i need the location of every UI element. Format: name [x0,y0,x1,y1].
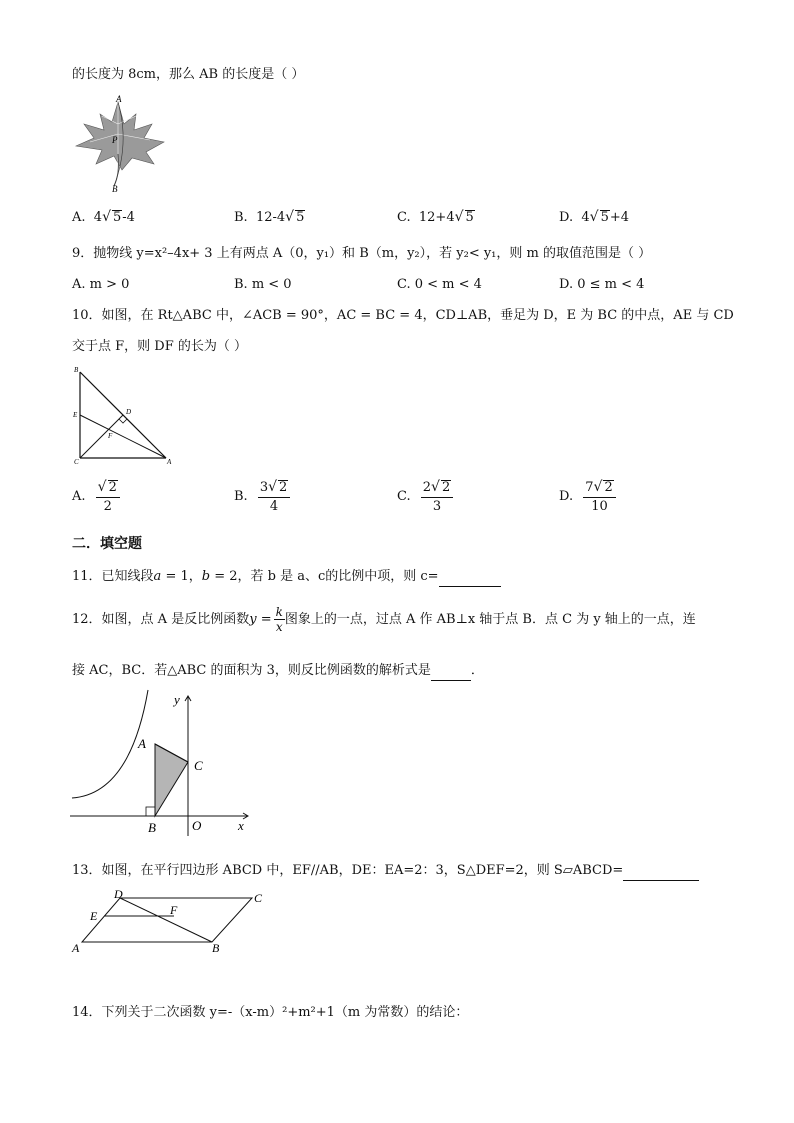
tri-label-a: A [167,458,172,466]
fig12-label-x: x [238,818,244,833]
tri-label-b: B [74,366,79,374]
fig13-label-e: E [90,909,98,923]
q8-option-a[interactable]: A. 4√ 5-4 [72,209,135,225]
fig12-label-b: B [148,820,156,835]
q8-stem-tail: 的长度为 8cm，那么 AB 的长度是（ ） [72,67,305,82]
tri-label-d: D [126,408,132,416]
q12-answer-blank[interactable] [431,662,471,681]
q13-stem: 13．如图，在平行四边形 ABCD 中，EF//AB，DE：EA=2：3，S△DEF=2，则 S▱ABCD= [72,862,699,881]
leaf-label-a: A [116,94,122,104]
q11-answer-blank[interactable] [439,568,501,587]
fig13-label-c: C [254,891,263,905]
q9-option-b[interactable]: B. m < 0 [234,277,292,292]
q13-answer-blank[interactable] [623,862,699,881]
q10-option-b[interactable]: B. $\frac{3√ 2}{4}$ [234,478,290,516]
q12-stem-line2: 接 AC，BC．若△ABC 的面积为 3，则反比例函数的解析式是 ． [72,662,484,681]
q9-stem: 9．抛物线 y=x²–4x+ 3 上有两点 A（0，y₁）和 B（m，y₂），若 y₂< y₁，则 m 的取值范围是（ ） [72,246,652,261]
fig13-label-a: A [72,941,80,955]
q8-option-d[interactable]: D. 4√ 5+4 [559,209,630,225]
q8-option-b[interactable]: B. 12-4√ 5 [234,209,305,225]
tri-label-c: C [74,458,79,466]
tri-label-f: F [108,432,113,440]
maple-leaf-figure [70,94,170,194]
q10-option-d[interactable]: D. $\frac{7√ 2}{10}$ [559,478,616,516]
q14-stem: 14．下列关于二次函数 y=-（x-m）²+m²+1（m 为常数）的结论： [72,1005,469,1020]
leaf-label-b: B [112,184,118,194]
fig12-label-a: A [138,736,146,751]
fig13-label-d: D [114,887,123,901]
fig12-label-y: y [174,692,180,707]
q10-option-c[interactable]: C. $\frac{2√ 2}{3}$ [397,478,453,516]
q10-option-a[interactable]: A. $\frac{√ 2}{2}$ [72,478,120,516]
section-title-fill-in: 二．填空题 [72,536,142,552]
fig13-label-f: F [170,903,178,917]
leaf-label-p: P [112,135,118,145]
right-triangle-figure [70,364,180,468]
inverse-function-figure [70,690,255,840]
q9-option-a[interactable]: A. m > 0 [72,277,130,292]
q9-option-c[interactable]: C. 0 < m < 4 [397,277,482,292]
q12-stem-line1: 12．如图，点 A 是反比例函数y = $\frac{k}{x}$ 图象上的一点，过点 A 作 AB⊥x 轴于点 B．点 C 为 y 轴上的一点，连 [72,605,696,634]
tri-label-e: E [73,411,78,419]
q10-stem-line1: 10．如图，在 Rt△ABC 中，∠ACB = 90°，AC = BC = 4，CD⊥AB，垂足为 D，E 为 BC 的中点，AE 与 CD [72,308,734,323]
parallelogram-figure [70,888,270,958]
fig12-label-c: C [194,758,203,773]
q10-stem-line2: 交于点 F，则 DF 的长为（ ） [72,339,247,354]
q8-option-c[interactable]: C. 12+4√ 5 [397,209,474,225]
q11-stem: 11．已知线段a = 1，b = 2，若 b 是 a、c的比例中项，则 c= [72,568,501,587]
q9-option-d[interactable]: D. 0 ≤ m < 4 [559,277,645,292]
fig12-label-o: O [192,818,202,833]
fig13-label-b: B [212,941,220,955]
